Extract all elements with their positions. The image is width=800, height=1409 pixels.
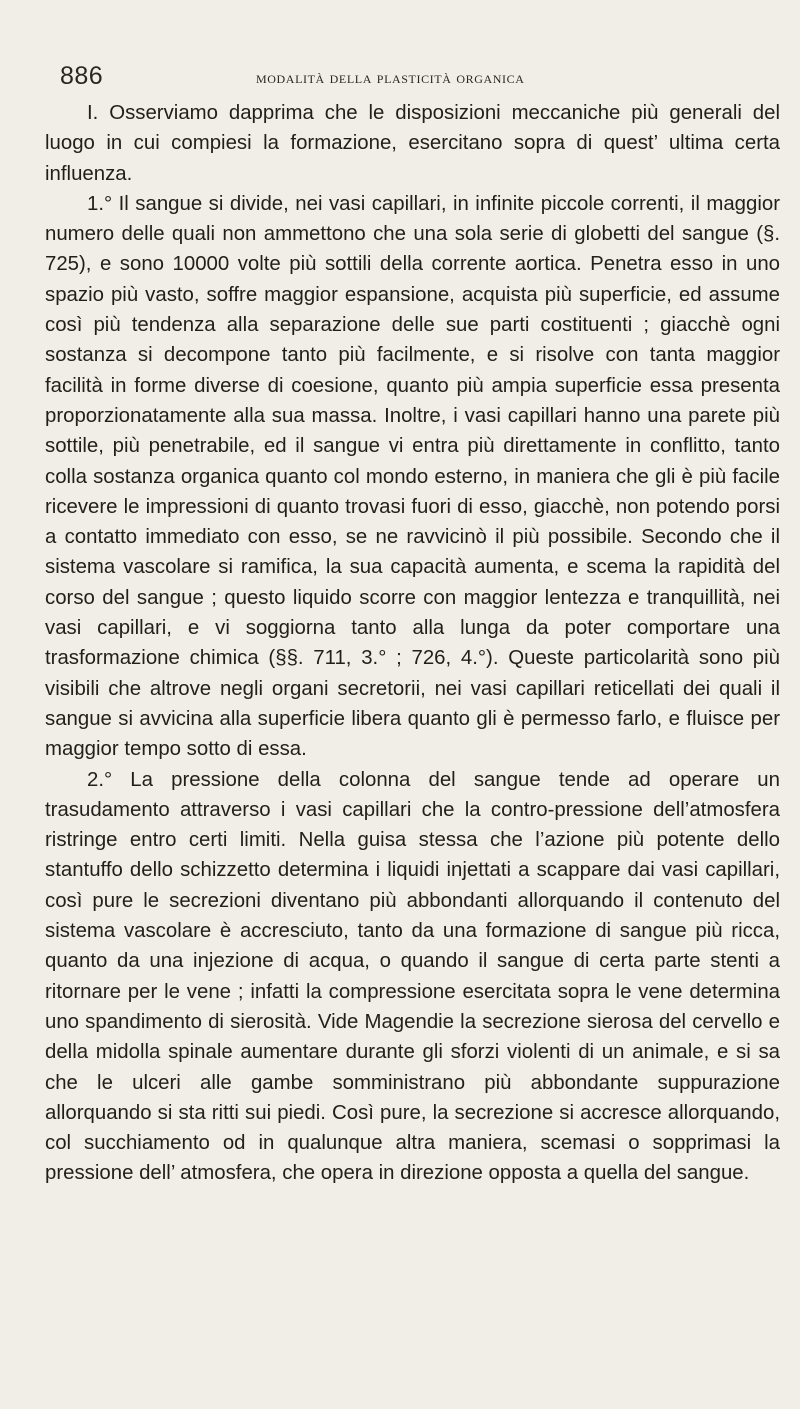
paragraph-point-1: 1.° Il sangue si divide, nei vasi capillari, in infinite piccole correnti, il maggior numero delle quali non ammettono che una sola serie di globetti del sangue (§. 725), e sono 10000 volte più sottili della corrente aortica. Penetra esso in uno spazio più vasto, soffre maggior espansione, acquista più superficie, ed assume così più tendenza alla separazione delle sue parti costituenti ; giacchè ogni sostanza si decompone tanto più facilmente, e si risolve con tanta maggior facilità in forme diverse di coesione, quanto più ampia superficie essa presenta proporzionatamente alla sua massa. Inoltre, i vasi capillari hanno una parete più sottile, più penetrabile, ed il sangue vi entra più direttamente in conflitto, tanto colla sostanza organica quanto col mondo esterno, in maniera che gli è più facile ricevere le impressioni di quanto trovasi fuori di esso, giacchè, non potendo porsi a contatto immediato con esso, se ne ravvicinò il più possibile. Secondo che il sistema vascolare si ramifica, la sua capacità aumenta, e scema la rapidità del corso del sangue ; questo liquido scorre con maggior lentezza e tranquillità, nei vasi capillari, e vi soggiorna tanto alla lunga da poter comportare una trasformazione chimica (§§. 711, 3.° ; 726, 4.°). Queste particolarità sono più visibili che altrove negli organi secretorii, nei vasi capillari reticellati dei quali il sangue si avvicina alla superficie libera quanto gli è permesso farlo, e fluisce per maggior tempo sotto di essa. [45, 192, 780, 761]
body-text [45, 98, 780, 1189]
running-title: modalità della plasticità organica [256, 68, 525, 87]
paragraph-point-2: 2.° La pressione della colonna del sangue tende ad operare un trasudamento attraverso i vasi capillari che la contro-pressione dell’atmosfera ristringe entro certi limiti. Nella guisa stessa che l’azione più potente dello stantuffo dello schizzetto determina i liquidi injettati a scappare dai vasi capillari, così pure le secrezioni diventano più abbondanti allorquando il contenuto del sistema vascolare è accresciuto, tanto da una formazione di sangue più ricca, quanto da una injezione di acqua, o quando il sangue di certa parte stenti a ritornare per le vene ; infatti la compressione esercitata sopra le vene determina uno spandimento di sierosità. Vide Magendie la secrezione sierosa del cervello e della midolla spinale aumentare durante gli sforzi violenti di un animale, e si sa che le ulceri alle gambe somministrano più abbondante suppurazione allorquando si sta ritti sui piedi. Così pure, la secrezione si accresce allorquando, col succhiamento od in qualunque altra maniera, scemasi o sopprimasi la pressione dell’ atmosfera, che opera in direzione opposta a quella del sangue. [45, 768, 780, 1185]
paragraph-intro: I. Osserviamo dapprima che le disposizioni meccaniche più generali del luogo in cui compiesi la formazione, esercitano sopra di quest’ ultima certa influenza. [45, 102, 780, 185]
page-number: 886 [60, 62, 104, 90]
page-header [60, 62, 780, 94]
